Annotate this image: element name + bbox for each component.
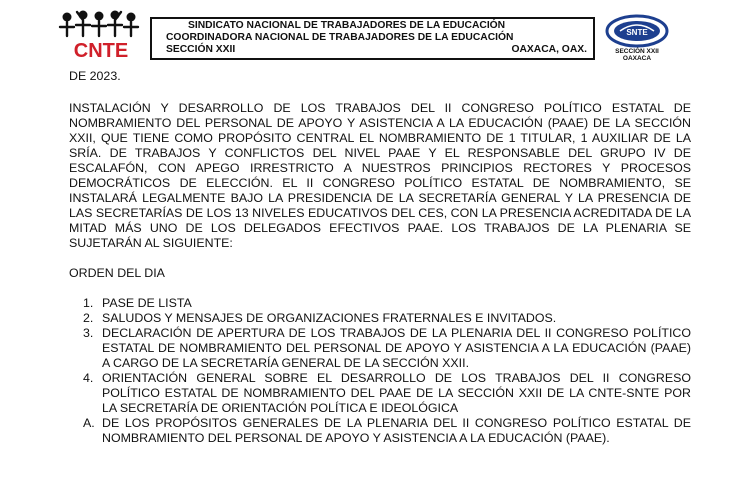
agenda-item-number: 2. [83,311,94,325]
agenda-item-number: 3. [83,326,94,340]
agenda-item-number: A. [83,416,95,430]
coordinator-name-line: COORDINADORA NACIONAL DE TRABAJADORES DE LA EDUCACIÓN [166,32,514,43]
section-label: SECCIÓN XXII [166,44,236,55]
union-name-line: SINDICATO NACIONAL DE TRABAJADORES DE LA EDUCACIÓN [188,20,506,31]
intro-paragraph: INSTALACIÓN Y DESARROLLO DE LOS TRABAJOS DEL II CONGRESO POLÍTICO ESTATAL DE NOMBRAMIENTO DEL PERSONAL DE APOYO Y ASISTENCIA A LA EDUCACIÓN (PAAE) DE LA SECCIÓN XXII, QUE TIENE COMO PROPÓSITO CENTRAL EL NOMBRAMIENTO DE 1 TITULAR, 1 AUXILIAR DE LA SRÍA. DE TRABAJOS Y CONFLICTOS DEL NIVEL PAAE Y EL RESPONSABLE DEL GRUPO IV DE ESCALAFÓN, CON APEGO IRRESTRICTO A NUESTROS PRINCIPIOS RECTORES Y PROCESOS DEMOCRÁTICOS DE ELECCIÓN. EL II CONGRESO POLÍTICO ESTATAL DE NOMBRAMIENTO, SE INSTALARÁ LEGALMENTE BAJO LA PRESIDENCIA DE LA SECRETARÍA GENERAL Y LA PRESENCIA DE LAS SECRETARÍAS DE LOS 13 NIVELES EDUCATIVOS DEL CES, CON LA PRESENCIA ACREDITADA DE LA MITAD MÁS UNO DE LOS DELEGADOS EFECTIVOS PAAE. LOS TRABAJOS DE LA PLENARIA SE SUJETARÁN AL SIGUIENTE: [69,101,691,250]
agenda-title: ORDEN DEL DIA [69,266,165,280]
agenda-item-text: DECLARACIÓN DE APERTURA DE LOS TRABAJOS DE LA PLENARIA DEL II CONGRESO POLÍTICO ESTATAL DE NOMBRAMIENTO DEL PERSONAL DE APOYO Y ASISTENCIA A LA EDUCACIÓN (PAAE) A CARGO DE LA SECRETARÍA GENERAL DE LA SECCIÓN XXII. [102,326,691,370]
agenda-item-text: PASE DE LISTA [102,296,192,310]
agenda-item-text: SALUDOS Y MENSAJES DE ORGANIZACIONES FRATERNALES E INVITADOS. [102,311,557,325]
location-label: OAXACA, OAX. [511,44,587,55]
agenda-list [69,296,691,446]
agenda-item-number: 4. [83,371,94,385]
agenda-item-number: 1. [83,296,94,310]
agenda-item [69,296,691,311]
agenda-item-text: DE LOS PROPÓSITOS GENERALES DE LA PLENARIA DEL II CONGRESO POLÍTICO ESTATAL DE NOMBRAMIENTO DEL PERSONAL DE APOYO Y ASISTENCIA A LA EDUCACIÓN (PAAE). [102,416,691,445]
svg-text:CNTE: CNTE [73,40,129,60]
letterhead-title-box [150,17,595,60]
svg-text:SNTE: SNTE [626,28,648,37]
svg-text:OAXACA: OAXACA [622,55,652,62]
cnte-logo [57,10,145,60]
agenda-item [69,416,691,446]
agenda-item [69,371,691,416]
agenda-item [69,311,691,326]
document-body [69,66,691,446]
letterhead [0,0,741,64]
agenda-item-text: ORIENTACIÓN GENERAL SOBRE EL DESARROLLO DE LOS TRABAJOS DEL II CONGRESO POLÍTICO ESTATAL DE NOMBRAMIENTO DEL PAAE DE LA SECCIÓN XXII DE LA CNTE-SNTE POR LA SECRETARÍA DE ORIENTACIÓN POLÍTICA E IDEOLÓGICA [102,371,691,415]
svg-text:SECCIÓN XXII: SECCIÓN XXII [615,48,659,55]
snte-seal-logo [600,13,674,63]
date-line: DE 2023. [69,69,121,83]
agenda-item [69,326,691,371]
